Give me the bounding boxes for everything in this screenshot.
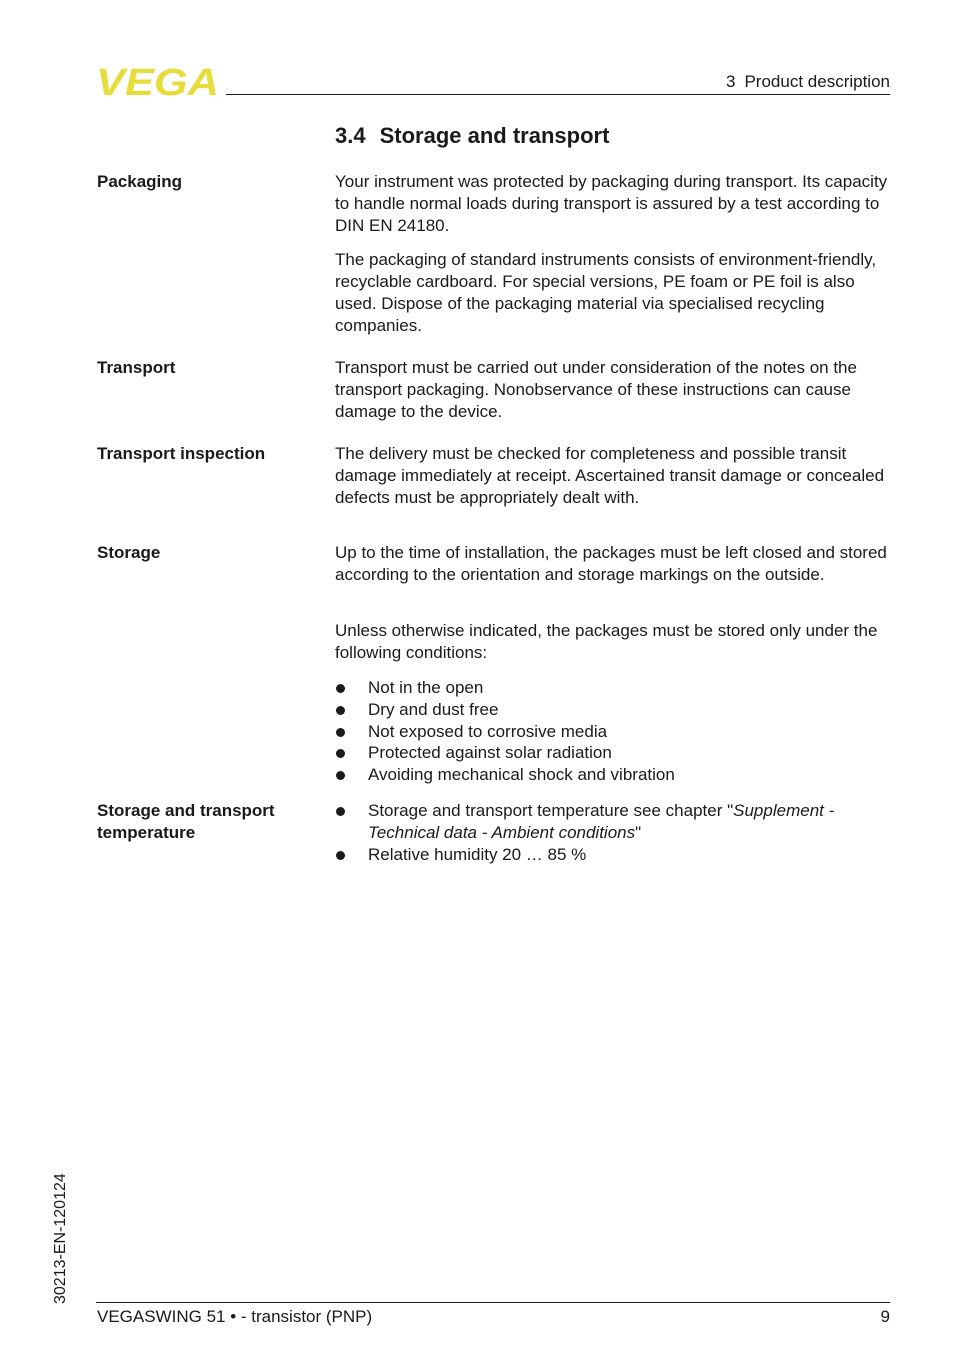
- storage-paragraph: Unless otherwise indicated, the packages must be stored only under the following conditions:: [335, 621, 878, 662]
- transport-inspection-paragraph: The delivery must be checked for completeness and possible transit damage immediately at receipt. Ascertained transit damage or concealed defects must be appropriately dealt with.: [335, 444, 885, 507]
- transport-paragraph: Transport must be carried out under consideration of the notes on the transport packaging. Nonobservance of these instructions can cause damage to the device.: [335, 358, 857, 421]
- header-rule: [226, 94, 890, 95]
- vega-logo: [96, 66, 220, 96]
- temperature-label: Storage and transport temperature: [97, 801, 275, 842]
- chapter-reference: Technical data - Ambient conditions: [368, 823, 636, 842]
- bullet-icon: [336, 728, 345, 737]
- storage-label: Storage: [97, 543, 161, 562]
- transport-inspection-text: [335, 443, 891, 509]
- transport-text: [335, 357, 891, 423]
- list-item: Not in the open: [335, 677, 891, 699]
- chapter-title: Product description: [744, 72, 890, 91]
- list-item: Not exposed to corrosive media: [335, 721, 891, 743]
- chapter-number: 3: [726, 72, 736, 91]
- packaging-text-2: [335, 249, 891, 337]
- temperature-list: [335, 800, 891, 866]
- storage-conditions-list: [335, 677, 891, 786]
- list-item: Protected against solar radiation: [335, 742, 891, 764]
- footer-product: VEGASWING 51 • - transistor (PNP): [97, 1307, 373, 1326]
- vega-logo-text: VEGA: [96, 66, 219, 96]
- storage-paragraph: Up to the time of installation, the packages must be left closed and stored according to the orientation and storage markings on the outside.: [335, 543, 887, 584]
- list-item: Storage and transport temperature see chapter "Supplement - Technical data - Ambient conditions": [335, 800, 891, 844]
- storage-text-1: [335, 542, 891, 586]
- document-code: 30213-EN-120124: [52, 1173, 69, 1304]
- list-item: Avoiding mechanical shock and vibration: [335, 764, 891, 786]
- packaging-label: Packaging: [97, 172, 183, 191]
- section-title: [335, 123, 609, 149]
- bullet-icon: [336, 851, 345, 860]
- footer-rule: [96, 1302, 890, 1303]
- transport-inspection-label: Transport inspection: [97, 444, 266, 463]
- transport-label: Transport: [97, 358, 176, 377]
- packaging-text-1: [335, 171, 891, 237]
- packaging-paragraph: The packaging of standard instruments consists of environment-friendly, recyclable cardboard. For special versions, PE foam or PE foil is also used. Dispose of the packaging material via specialised recycling companies.: [335, 250, 877, 335]
- page-number: 9: [880, 1307, 890, 1326]
- bullet-icon: [336, 771, 345, 780]
- bullet-icon: [336, 749, 345, 758]
- packaging-paragraph: Your instrument was protected by packaging during transport. Its capacity to handle normal loads during transport is assured by a test according to DIN EN 24180.: [335, 172, 888, 235]
- bullet-icon: [336, 807, 345, 816]
- list-item: Relative humidity 20 … 85 %: [335, 844, 891, 866]
- list-item: Dry and dust free: [335, 699, 891, 721]
- bullet-icon: [336, 706, 345, 715]
- bullet-icon: [336, 684, 345, 693]
- chapter-reference: Supplement -: [733, 801, 835, 820]
- section-title-text: Storage and transport: [379, 123, 610, 148]
- storage-text-2: [335, 620, 891, 664]
- section-number: 3.4: [335, 123, 366, 148]
- header-chapter: [726, 72, 890, 92]
